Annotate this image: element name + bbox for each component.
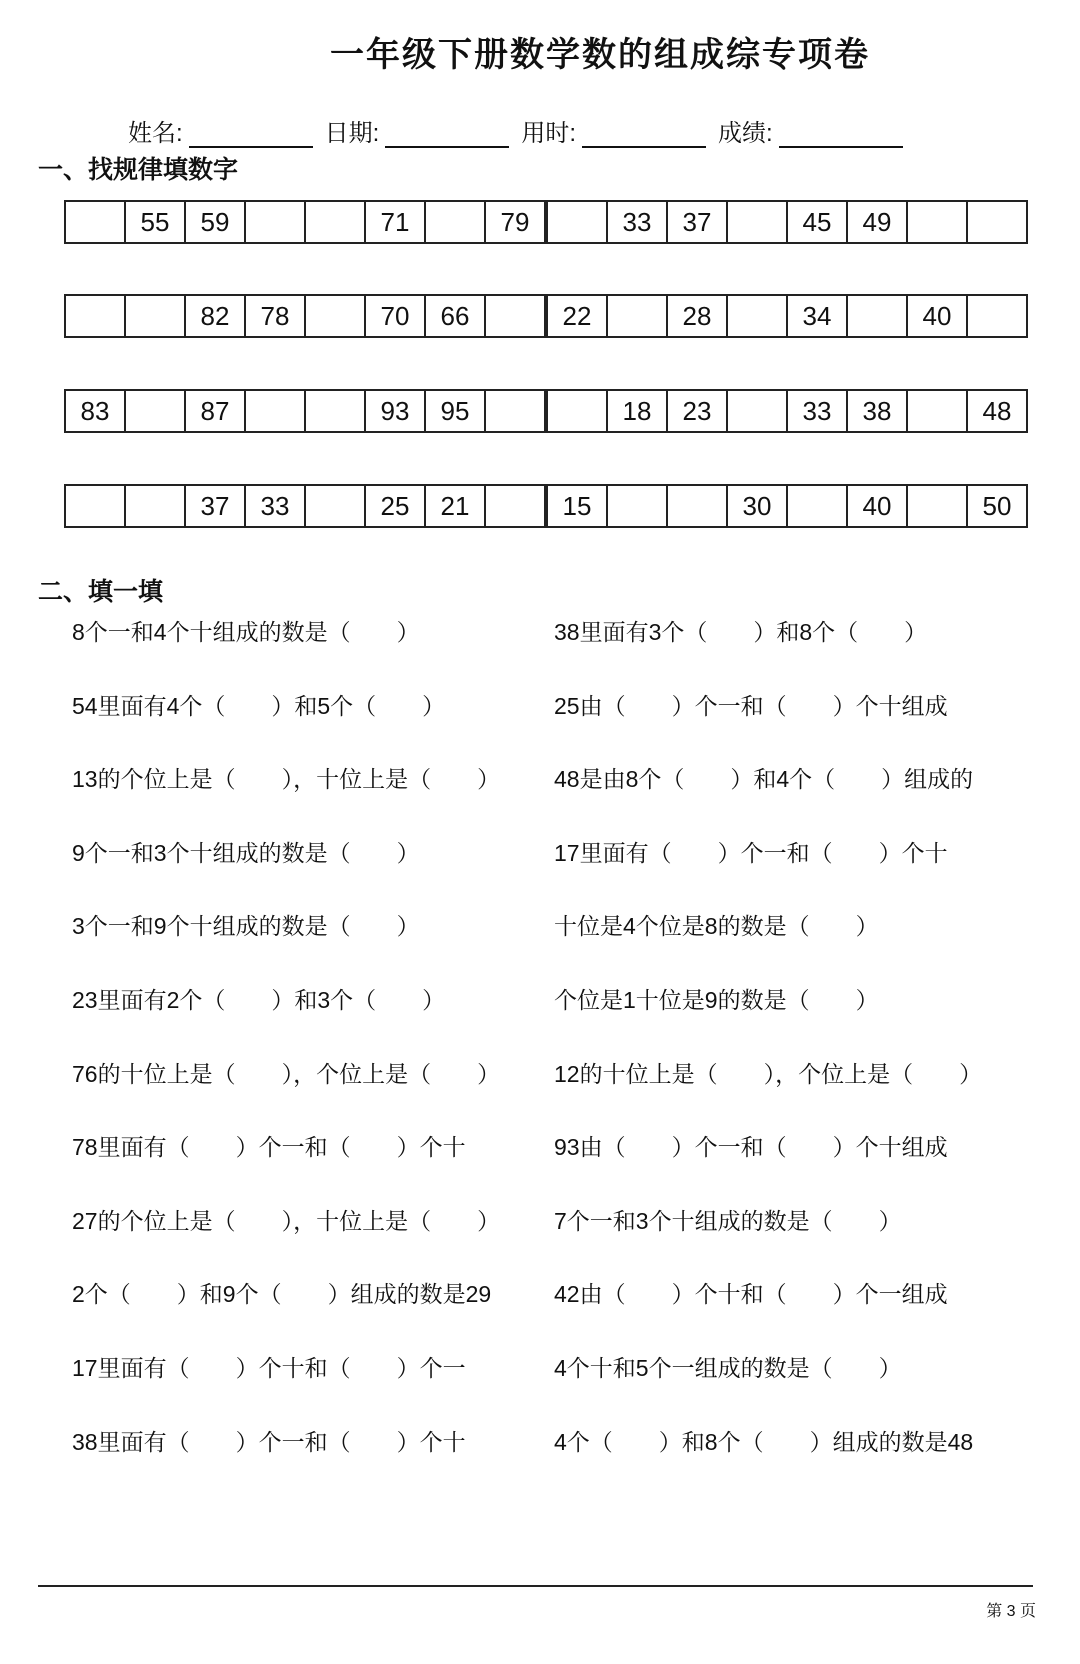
sequence-number-cell: 48 (967, 390, 1027, 432)
sequence-blank-cell[interactable] (787, 485, 847, 527)
sequence-row (65, 201, 545, 243)
fill-question: 个位是1十位是9的数是（ ） (554, 987, 879, 1013)
sequence-blank-cell[interactable] (485, 295, 545, 337)
fill-question: 76的十位上是（ ），个位上是（ ） (72, 1061, 501, 1087)
sequence-table (64, 200, 546, 244)
sequence-table (64, 389, 546, 433)
sequence-blank-cell[interactable] (727, 295, 787, 337)
sequence-row (65, 485, 545, 527)
sequence-table (546, 389, 1028, 433)
sequence-blank-cell[interactable] (847, 295, 907, 337)
sequence-blank-cell[interactable] (305, 295, 365, 337)
sequence-blank-cell[interactable] (907, 390, 967, 432)
sequence-table (64, 484, 546, 528)
sequence-number-cell: 37 (667, 201, 727, 243)
sequence-blank-cell[interactable] (607, 485, 667, 527)
sequence-number-cell: 50 (967, 485, 1027, 527)
fill-question: 2个（ ）和9个（ ）组成的数是29 (72, 1281, 492, 1307)
sequence-blank-cell[interactable] (967, 295, 1027, 337)
sequence-blank-cell[interactable] (425, 201, 485, 243)
sequence-number-cell: 15 (547, 485, 607, 527)
name-field (128, 113, 313, 148)
sequence-number-cell: 79 (485, 201, 545, 243)
time-field (521, 113, 706, 148)
fill-question: 7个一和3个十组成的数是（ ） (554, 1208, 902, 1234)
sequence-number-cell: 22 (547, 295, 607, 337)
sequence-number-cell: 82 (185, 295, 245, 337)
fill-question: 十位是4个位是8的数是（ ） (554, 913, 879, 939)
sequence-row (65, 390, 545, 432)
fill-question: 38里面有3个（ ）和8个（ ） (554, 619, 928, 645)
sequence-number-cell: 38 (847, 390, 907, 432)
fill-question: 25由（ ）个一和（ ）个十组成 (554, 693, 948, 719)
sequence-number-cell: 34 (787, 295, 847, 337)
fill-question: 93由（ ）个一和（ ）个十组成 (554, 1134, 948, 1160)
sequence-number-cell: 18 (607, 390, 667, 432)
sequence-blank-cell[interactable] (547, 390, 607, 432)
date-field (325, 113, 510, 148)
sequence-table (546, 200, 1028, 244)
sequence-blank-cell[interactable] (727, 201, 787, 243)
sequence-blank-cell[interactable] (125, 295, 185, 337)
sequence-number-cell: 70 (365, 295, 425, 337)
sequence-number-cell: 83 (65, 390, 125, 432)
sequence-row (547, 390, 1027, 432)
sequence-number-cell: 59 (185, 201, 245, 243)
fill-question: 48是由8个（ ）和4个（ ）组成的 (554, 766, 974, 792)
fill-question: 23里面有2个（ ）和3个（ ） (72, 987, 446, 1013)
sequence-number-cell: 30 (727, 485, 787, 527)
sequence-blank-cell[interactable] (547, 201, 607, 243)
score-field (718, 113, 903, 148)
sequence-blank-cell[interactable] (65, 295, 125, 337)
page-title: 一年级下册数学数的组成综专项卷 (330, 36, 870, 74)
sequence-blank-cell[interactable] (907, 485, 967, 527)
sequence-row (65, 295, 545, 337)
sequence-number-cell: 87 (185, 390, 245, 432)
section2-title: 二、填一填 (38, 578, 164, 606)
sequence-number-cell: 33 (245, 485, 305, 527)
fill-question: 13的个位上是（ ），十位上是（ ） (72, 766, 501, 792)
fill-question: 17里面有（ ）个一和（ ）个十 (554, 840, 948, 866)
sequence-blank-cell[interactable] (607, 295, 667, 337)
sequence-blank-cell[interactable] (245, 390, 305, 432)
sequence-number-cell: 21 (425, 485, 485, 527)
sequence-blank-cell[interactable] (305, 201, 365, 243)
sequence-blank-cell[interactable] (727, 390, 787, 432)
sequence-blank-cell[interactable] (305, 390, 365, 432)
fill-question: 4个十和5个一组成的数是（ ） (554, 1355, 902, 1381)
sequence-row (547, 295, 1027, 337)
sequence-row (547, 201, 1027, 243)
sequence-number-cell: 28 (667, 295, 727, 337)
section1-title: 一、找规律填数字 (38, 156, 239, 184)
sequence-number-cell: 33 (607, 201, 667, 243)
sequence-number-cell: 33 (787, 390, 847, 432)
sequence-blank-cell[interactable] (485, 485, 545, 527)
sequence-number-cell: 40 (847, 485, 907, 527)
fill-question: 4个（ ）和8个（ ）组成的数是48 (554, 1429, 974, 1455)
sequence-table (546, 294, 1028, 338)
sequence-row (547, 485, 1027, 527)
date-blank[interactable] (385, 122, 509, 148)
sequence-blank-cell[interactable] (65, 485, 125, 527)
fill-question: 42由（ ）个十和（ ）个一组成 (554, 1281, 948, 1307)
sequence-blank-cell[interactable] (485, 390, 545, 432)
time-blank[interactable] (582, 122, 706, 148)
fill-question: 27的个位上是（ ），十位上是（ ） (72, 1208, 501, 1234)
sequence-number-cell: 55 (125, 201, 185, 243)
name-blank[interactable] (189, 122, 313, 148)
sequence-number-cell: 49 (847, 201, 907, 243)
sequence-number-cell: 25 (365, 485, 425, 527)
sequence-number-cell: 45 (787, 201, 847, 243)
sequence-blank-cell[interactable] (125, 390, 185, 432)
sequence-blank-cell[interactable] (305, 485, 365, 527)
date-label: 日期: (324, 120, 380, 147)
fill-question: 8个一和4个十组成的数是（ ） (72, 619, 420, 645)
sequence-table (64, 294, 546, 338)
time-label: 用时: (521, 120, 577, 147)
fill-question: 38里面有（ ）个一和（ ）个十 (72, 1429, 466, 1455)
sequence-blank-cell[interactable] (967, 201, 1027, 243)
fill-question: 3个一和9个十组成的数是（ ） (72, 913, 420, 939)
sequence-blank-cell[interactable] (245, 201, 305, 243)
sequence-blank-cell[interactable] (125, 485, 185, 527)
sequence-number-cell: 95 (425, 390, 485, 432)
fill-question: 9个一和3个十组成的数是（ ） (72, 840, 420, 866)
sequence-number-cell: 66 (425, 295, 485, 337)
fill-question: 12的十位上是（ ），个位上是（ ） (554, 1061, 983, 1087)
sequence-blank-cell[interactable] (907, 201, 967, 243)
sequence-number-cell: 23 (667, 390, 727, 432)
fill-question: 54里面有4个（ ）和5个（ ） (72, 693, 446, 719)
score-blank[interactable] (779, 122, 903, 148)
sequence-number-cell: 71 (365, 201, 425, 243)
sequence-blank-cell[interactable] (65, 201, 125, 243)
sequence-number-cell: 93 (365, 390, 425, 432)
fill-question: 17里面有（ ）个十和（ ）个一 (72, 1355, 466, 1381)
sequence-number-cell: 40 (907, 295, 967, 337)
student-info-row (128, 112, 915, 148)
sequence-blank-cell[interactable] (667, 485, 727, 527)
footer-divider (38, 1585, 1033, 1587)
fill-question: 78里面有（ ）个一和（ ）个十 (72, 1134, 466, 1160)
sequence-table (546, 484, 1028, 528)
name-label: 姓名: (128, 120, 183, 147)
sequence-number-cell: 78 (245, 295, 305, 337)
sequence-number-cell: 37 (185, 485, 245, 527)
page-number: 第 3 页 (986, 1603, 1036, 1620)
score-label: 成绩: (718, 120, 773, 147)
